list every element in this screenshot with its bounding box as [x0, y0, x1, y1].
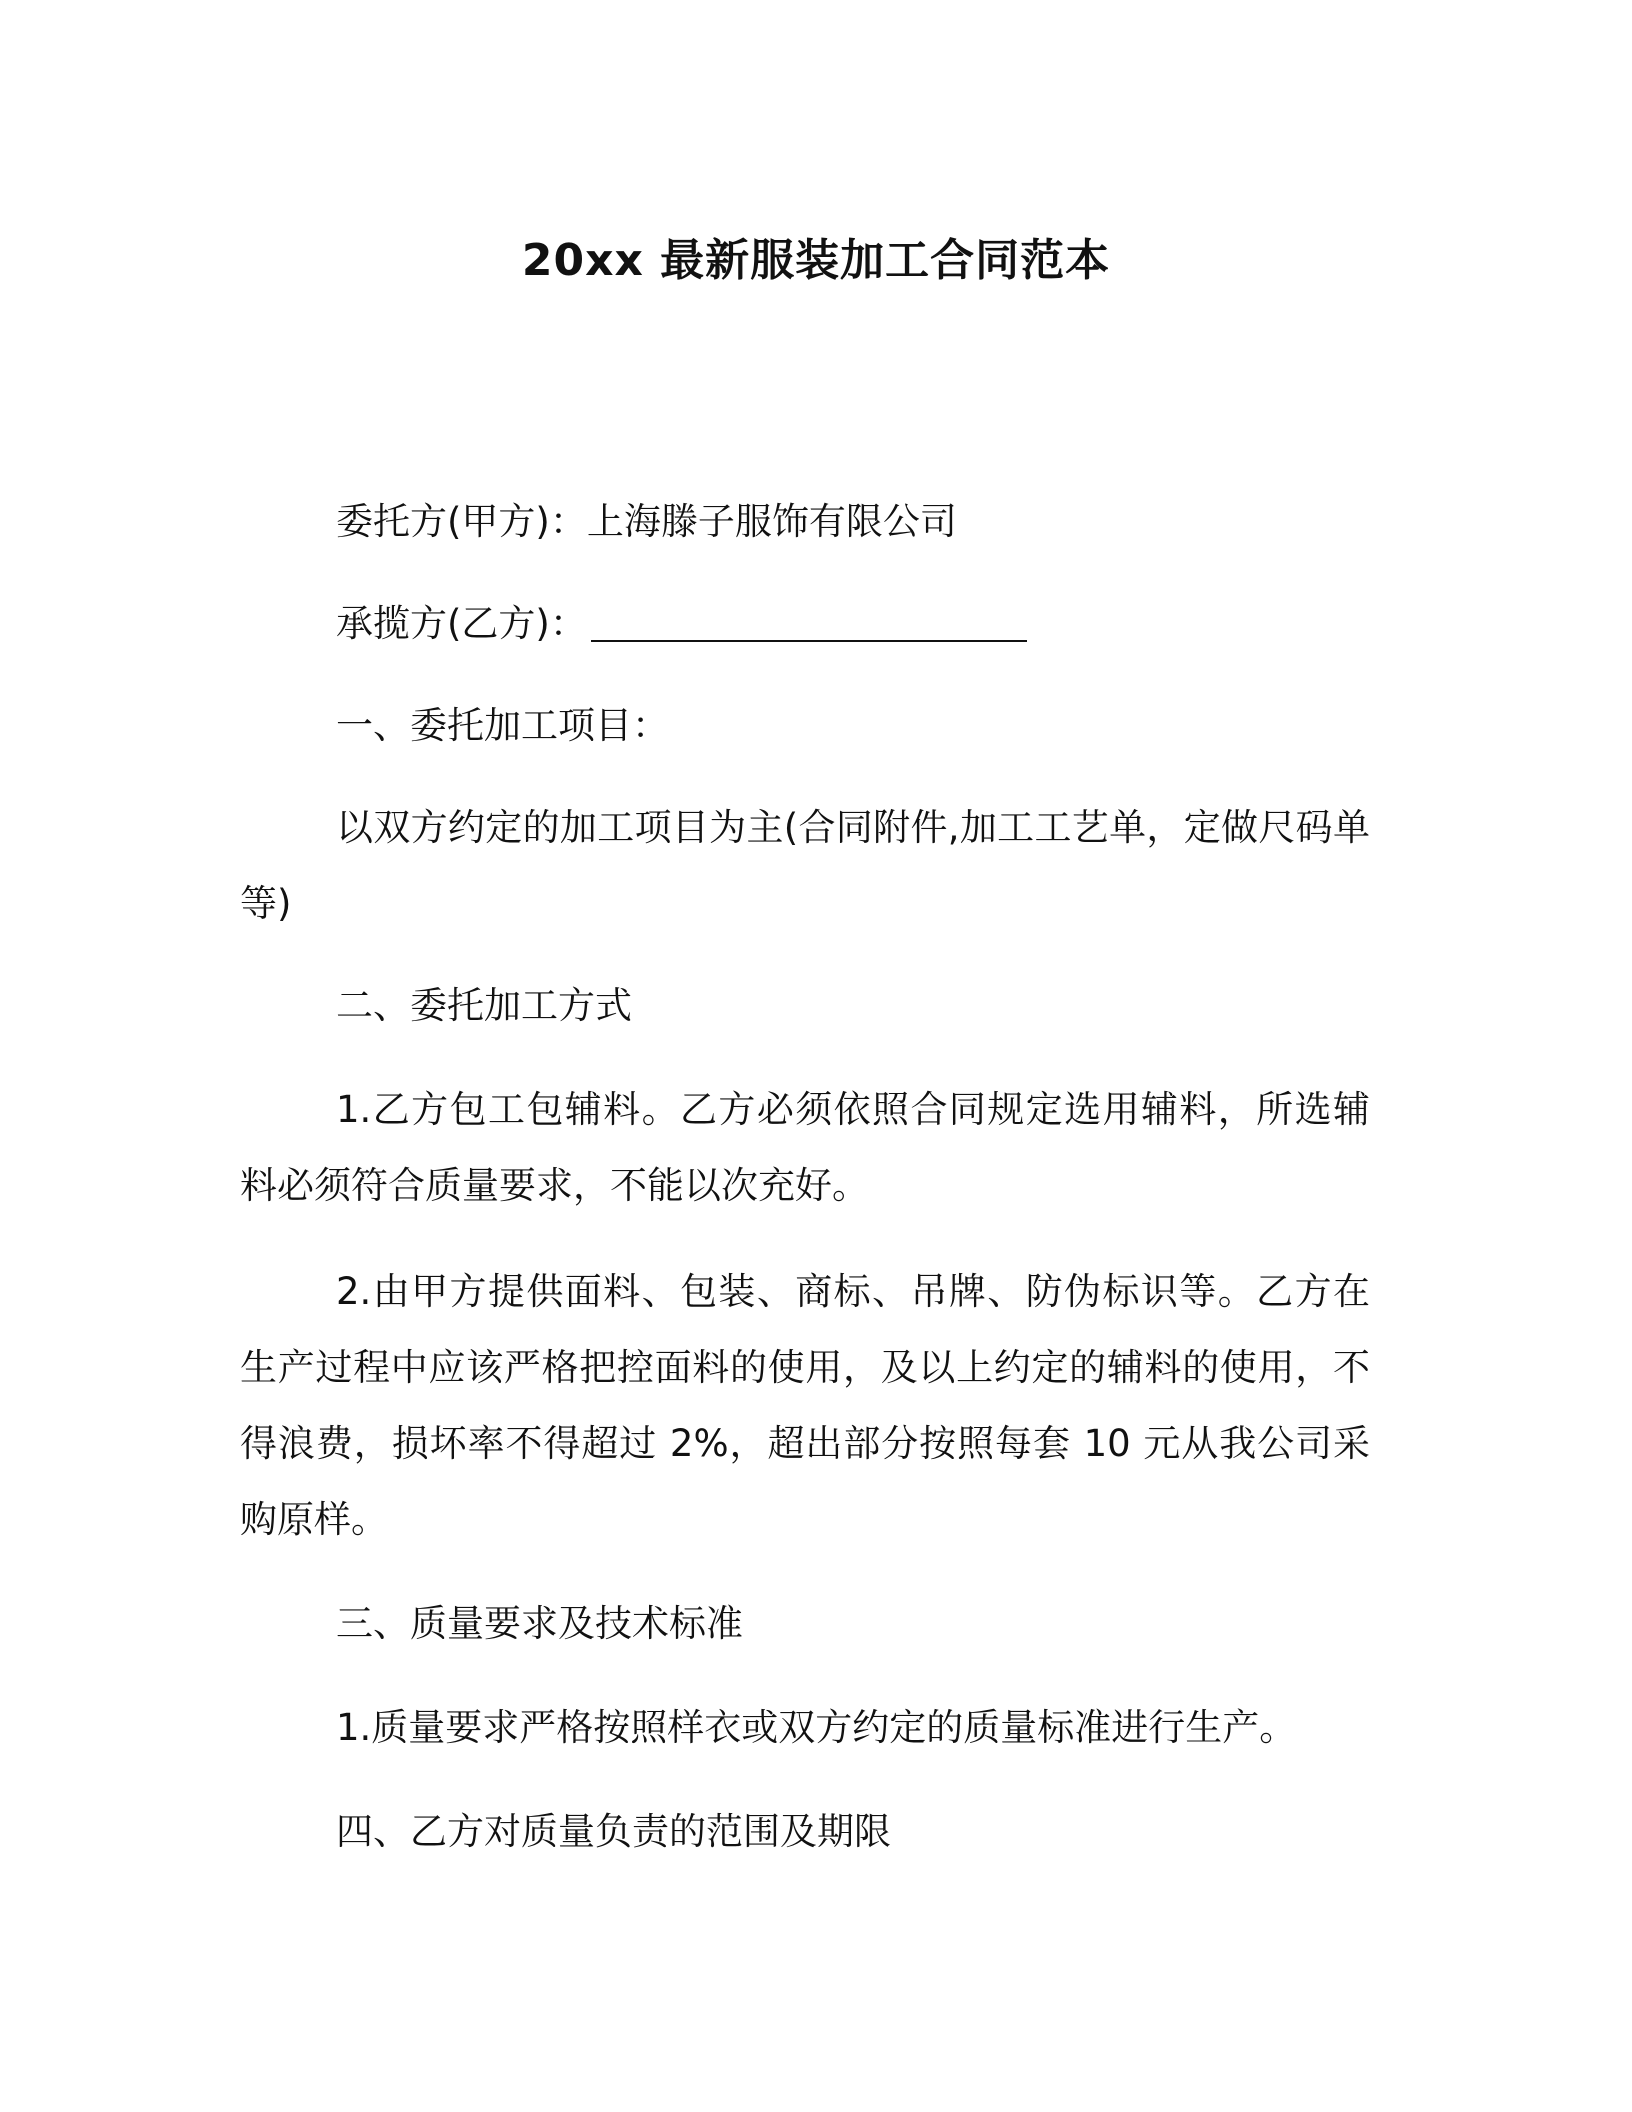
document-title: 20xx 最新服装加工合同范本	[521, 235, 1111, 286]
section-2-item-2-block	[240, 1254, 1370, 1558]
section-2-heading-block	[240, 968, 1370, 1044]
party-a-label: 委托方(甲方)：	[336, 500, 587, 543]
section-1-heading-block	[240, 688, 1370, 764]
section-1-text: 以双方约定的加工项目为主(合同附件,加工工艺单，定做尺码单等)	[240, 806, 1370, 925]
section-2-item-1-block	[240, 1072, 1370, 1224]
section-3-item-1-block	[240, 1690, 1370, 1766]
section-3-item-1: 1.质量要求严格按照样衣或双方约定的质量标准进行生产。	[336, 1706, 1297, 1749]
party-b-label: 承揽方(乙方)：	[336, 602, 587, 645]
section-1-text-block	[240, 790, 1370, 942]
party-b-blank-line	[591, 640, 1027, 642]
party-a-value: 上海滕子服饰有限公司	[586, 500, 957, 543]
section-4-heading-block	[240, 1794, 1370, 1870]
party-a-line	[240, 484, 1370, 560]
section-1-heading: 一、委托加工项目：	[336, 704, 669, 747]
section-2-item-1: 1.乙方包工包辅料。乙方必须依照合同规定选用辅料，所选辅料必须符合质量要求，不能以次充好。	[240, 1088, 1370, 1207]
section-2-heading: 二、委托加工方式	[336, 984, 632, 1027]
section-4-heading: 四、乙方对质量负责的范围及期限	[336, 1810, 891, 1853]
section-3-heading: 三、质量要求及技术标准	[336, 1602, 743, 1645]
section-3-heading-block	[240, 1586, 1370, 1662]
section-2-item-2: 2.由甲方提供面料、包装、商标、吊牌、防伪标识等。乙方在生产过程中应该严格把控面料的使用，及以上约定的辅料的使用，不得浪费，损坏率不得超过 2%，超出部分按照每套 10 元从我公司采购原样。	[240, 1270, 1370, 1541]
party-b-line	[240, 586, 1370, 662]
